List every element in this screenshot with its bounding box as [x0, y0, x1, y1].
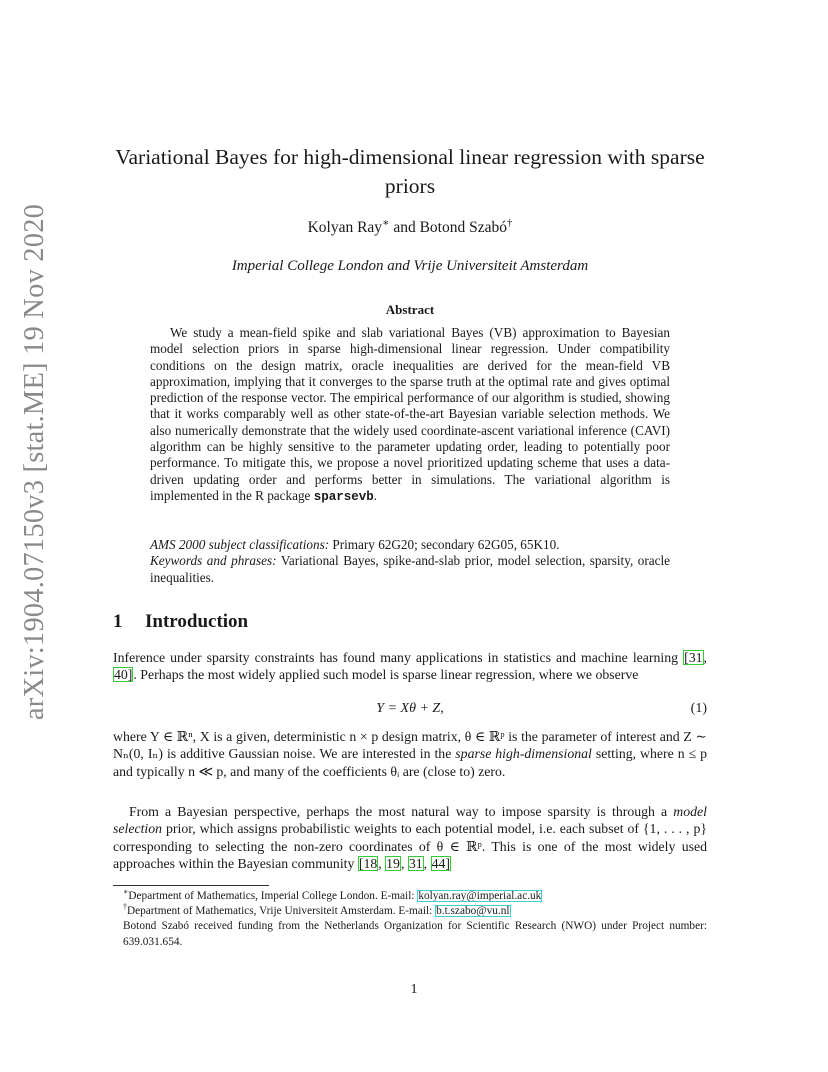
- footnote-text: Department of Mathematics, Vrije Universiteit Amsterdam. E-mail:: [126, 905, 436, 918]
- footnote-ray: [113, 889, 707, 904]
- footnote-mark: †: [123, 902, 127, 912]
- p2-text-b: setting, where n ≤ p and typically n ≪ p, and many of the coefficients θᵢ are (close to) zero.: [113, 746, 708, 779]
- page-number: 1: [410, 982, 418, 997]
- author-szabo: Botond Szabó: [419, 219, 507, 236]
- citation-link[interactable]: 40]: [114, 667, 133, 683]
- affiliation: Imperial College London and Vrije Universiteit Amsterdam: [231, 258, 589, 274]
- footnote-mark: ∗: [123, 887, 129, 897]
- email-link-szabo[interactable]: b.t.szabo@vu.nl: [436, 905, 510, 918]
- intro-paragraph-3: From a Bayesian perspective, perhaps the most natural way to impose sparsity is through a model selection prior, which assigns probabilistic weights to each potential model, i.e. each subset of {1, . . . , p} corresponding to selecting the non-zero coordinates of θ ∈ ℝᵖ. This is one of the most widely used approaches within the Bayesian community [18, 19, 31, 44]: [113, 804, 707, 872]
- footnotes: [113, 889, 707, 950]
- abstract-heading: Abstract: [385, 302, 435, 317]
- paper-metadata: [150, 537, 670, 586]
- citation-link[interactable]: [18: [358, 856, 378, 872]
- arxiv-stamp-text: arXiv:1904.07150v3 [stat.ME] 19 Nov 2020: [19, 203, 50, 721]
- ams-label: AMS 2000 subject classifications:: [150, 537, 330, 552]
- equation-number: (1): [690, 701, 707, 716]
- p1-sep: ,: [703, 650, 707, 665]
- citation-link[interactable]: 19: [386, 856, 400, 872]
- intro-paragraph-2: [113, 728, 707, 780]
- footnote-text: Department of Mathematics, Imperial College London. E-mail:: [128, 890, 418, 902]
- intro-paragraph-1: [113, 649, 707, 684]
- ams-classification: [150, 537, 670, 553]
- section-heading-introduction: [113, 611, 248, 633]
- arxiv-stamp: [8, 203, 62, 721]
- citation-link[interactable]: [31: [684, 650, 703, 665]
- p3-text-a: From a Bayesian perspective, perhaps the most natural way to impose sparsity is through a: [129, 804, 674, 819]
- citation-link[interactable]: 31: [408, 856, 423, 872]
- author-ray-footnote-mark[interactable]: ∗: [382, 216, 390, 229]
- section-title: Introduction: [145, 611, 249, 632]
- paper-title: Variational Bayes for high-dimensional linear regression with sparse priors: [115, 145, 705, 198]
- author-line: [110, 216, 710, 237]
- keywords: [150, 553, 670, 586]
- abstract-body: [150, 325, 670, 505]
- p2-emphasis: sparse high-dimensional: [455, 746, 592, 762]
- equation-body: Y = Xθ + Z,: [376, 701, 444, 716]
- p3-emphasis: model selection: [113, 804, 707, 837]
- email-link-ray[interactable]: kolyan.ray@imperial.ac.uk: [418, 890, 542, 902]
- package-name: sparsevb: [313, 489, 374, 504]
- keywords-label: Keywords and phrases:: [150, 553, 277, 569]
- equation-1: [113, 701, 707, 719]
- section-number: 1: [113, 611, 123, 632]
- footnote-szabo: [113, 904, 707, 919]
- p1-text-b: . Perhaps the most widely applied such model is sparse linear regression, where we observe: [133, 667, 639, 683]
- author-conjunction: and: [389, 219, 420, 236]
- footnote-rule: [113, 885, 269, 886]
- abstract-text: We study a mean-field spike and slab variational Bayes (VB) approximation to Bayesian model selection priors in sparse high-dimensional linear regression. Under compatibility conditions on the design matrix, oracle inequalities are derived for the mean-field VB approximation, implying that it converges to the sparse truth at the optimal rate and gives optimal prediction of the response vector. The empirical performance of our algorithm is studied, showing that it works comparably well as other state-of-the-art Bayesian variable selection methods. We also numerically demonstrate that the widely used coordinate-ascent variational inference (CAVI) algorithm can be highly sensitive to the parameter updating order, leading to potentially poor performance. To mitigate this, we propose a novel prioritized updating scheme that uses a data-driven updating order and performs better in simulations. The variational algorithm is implemented in the R package: [150, 325, 670, 503]
- ams-text: Primary 62G20; secondary 62G05, 65K10.: [329, 537, 560, 552]
- p3-text-b: prior, which assigns probabilistic weights to each potential model, i.e. each subset of {1, . . . , p} corresponding to selecting the non-zero coordinates of θ ∈ ℝᵖ. This is one of the most widely used approaches within the Bayesian community: [113, 821, 707, 872]
- footnote-funding: Botond Szabó received funding from the Netherlands Organization for Scientific Research (NWO) under Project number: 639.031.654.: [123, 920, 707, 948]
- author-szabo-footnote-mark[interactable]: †: [506, 216, 513, 229]
- keywords-text: Variational Bayes, spike-and-slab prior, model selection, sparsity, oracle inequalities.: [150, 553, 670, 585]
- p2-text-a: where Y ∈ ℝⁿ, X is a given, deterministic n × p design matrix, θ ∈ ℝᵖ is the parameter of interest and Z ∼ Nₙ(0, Iₙ) is additive Gaussian noise. We are interested in the: [113, 729, 707, 762]
- author-ray: Kolyan Ray: [307, 219, 383, 236]
- p1-text-a: Inference under sparsity constraints has found many applications in statistics and machine learning: [113, 650, 684, 665]
- abstract-end: .: [373, 487, 378, 503]
- citation-link[interactable]: 44]: [431, 856, 450, 872]
